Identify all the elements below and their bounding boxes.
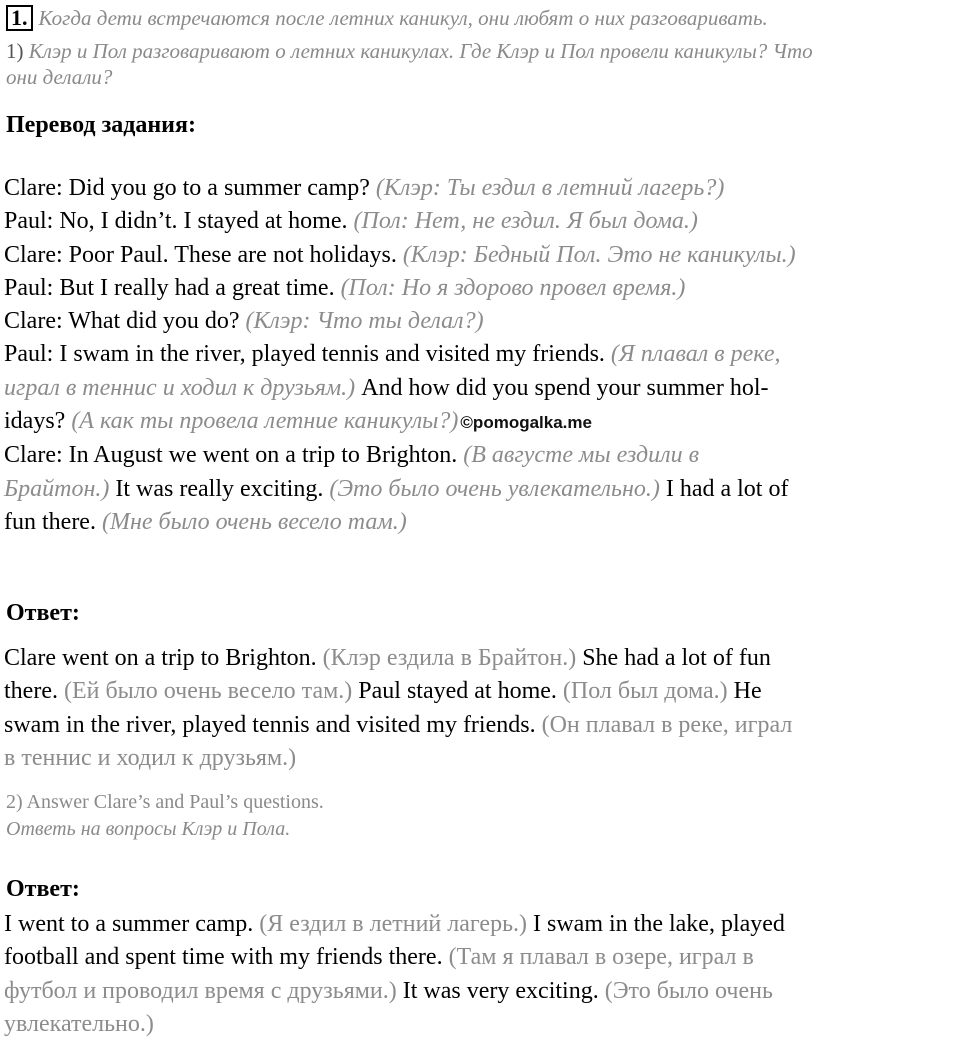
task-sub1-text2: они делали? xyxy=(6,65,113,89)
task-sub1-text: Клэр и Пол разговаривают о летних каникулах. Где Клэр и Пол провели каникулы? Что xyxy=(28,39,813,63)
answer2-line-4: увлекательно.) xyxy=(4,1010,154,1037)
dialogue-line-10: Брайтон.) It was really exciting. (Это было очень увлекательно.) I had a lot of xyxy=(4,475,789,502)
task-sub1-num: 1) xyxy=(6,39,24,63)
dialogue-line-4: Paul: But I really had a great time. (Пол: Но я здорово провел время.) xyxy=(4,274,686,301)
translation-heading: Перевод задания: xyxy=(6,112,196,138)
dialogue-line-7: играл в теннис и ходил к друзьям.) And how did you spend your summer hol- xyxy=(4,374,769,401)
answer1-heading: Ответ: xyxy=(6,600,80,626)
watermark: ©pomogalka.me xyxy=(460,413,592,433)
dialogue-line-8: idays? (А как ты провела летние каникулы?) ©pomogalka.me xyxy=(4,408,592,435)
answer1-line-4: в теннис и ходил к друзьям.) xyxy=(4,744,297,771)
answer1-line-2: there. (Ей было очень весело там.) Paul stayed at home. (Пол был дома.) He xyxy=(4,678,762,705)
answer2-heading: Ответ: xyxy=(6,876,80,902)
answer1 xyxy=(4,642,956,775)
answer2 xyxy=(4,908,956,1041)
dialogue-line-6: Paul: I swam in the river, played tennis and visited my friends. (Я плавал в реке, xyxy=(4,341,781,368)
answer1-line-1: Clare went on a trip to Brighton. (Клэр ездила в Брайтон.) She had a lot of fun xyxy=(4,645,771,671)
answer2-line-3: футбол и проводил время с друзьями.) It was very exciting. (Это было очень xyxy=(4,977,773,1004)
task-intro xyxy=(6,4,956,32)
answer2-line-2: football and spent time with my friends there. (Там я плавал в озере, играл в xyxy=(4,944,754,971)
dialogue-line-9: Clare: In August we went on a trip to Brighton. (В августе мы ездили в xyxy=(4,442,699,469)
dialogue-line-2: Paul: No, I didn’t. I stayed at home. (Пол: Нет, не ездил. Я был дома.) xyxy=(4,208,698,235)
answer1-line-3: swam in the river, played tennis and visited my friends. (Он плавал в реке, играл xyxy=(4,711,793,738)
task-number: 1. xyxy=(6,5,33,31)
task-intro-text: Когда дети встречаются после летних каникул, они любят о них разговаривать. xyxy=(38,6,768,30)
dialogue-line-11: fun there. (Мне было очень весело там.) xyxy=(4,508,407,535)
question2-ru: Ответь на вопросы Клэр и Пола. xyxy=(6,818,291,840)
answer2-line-1: I went to a summer camp. (Я ездил в летний лагерь.) I swam in the lake, played xyxy=(4,911,785,937)
dialogue xyxy=(4,172,956,539)
dialogue-line-5: Clare: What did you do? (Клэр: Что ты делал?) xyxy=(4,308,484,335)
dialogue-line-3: Clare: Poor Paul. These are not holidays. (Клэр: Бедный Пол. Это не каникулы.) xyxy=(4,241,796,268)
task-sub1 xyxy=(6,38,956,64)
question2-en: 2) Answer Clare’s and Paul’s questions. xyxy=(6,791,324,813)
dialogue-line-1: Clare: Did you go to a summer camp? (Клэр: Ты ездил в летний лагерь?) xyxy=(4,175,725,201)
